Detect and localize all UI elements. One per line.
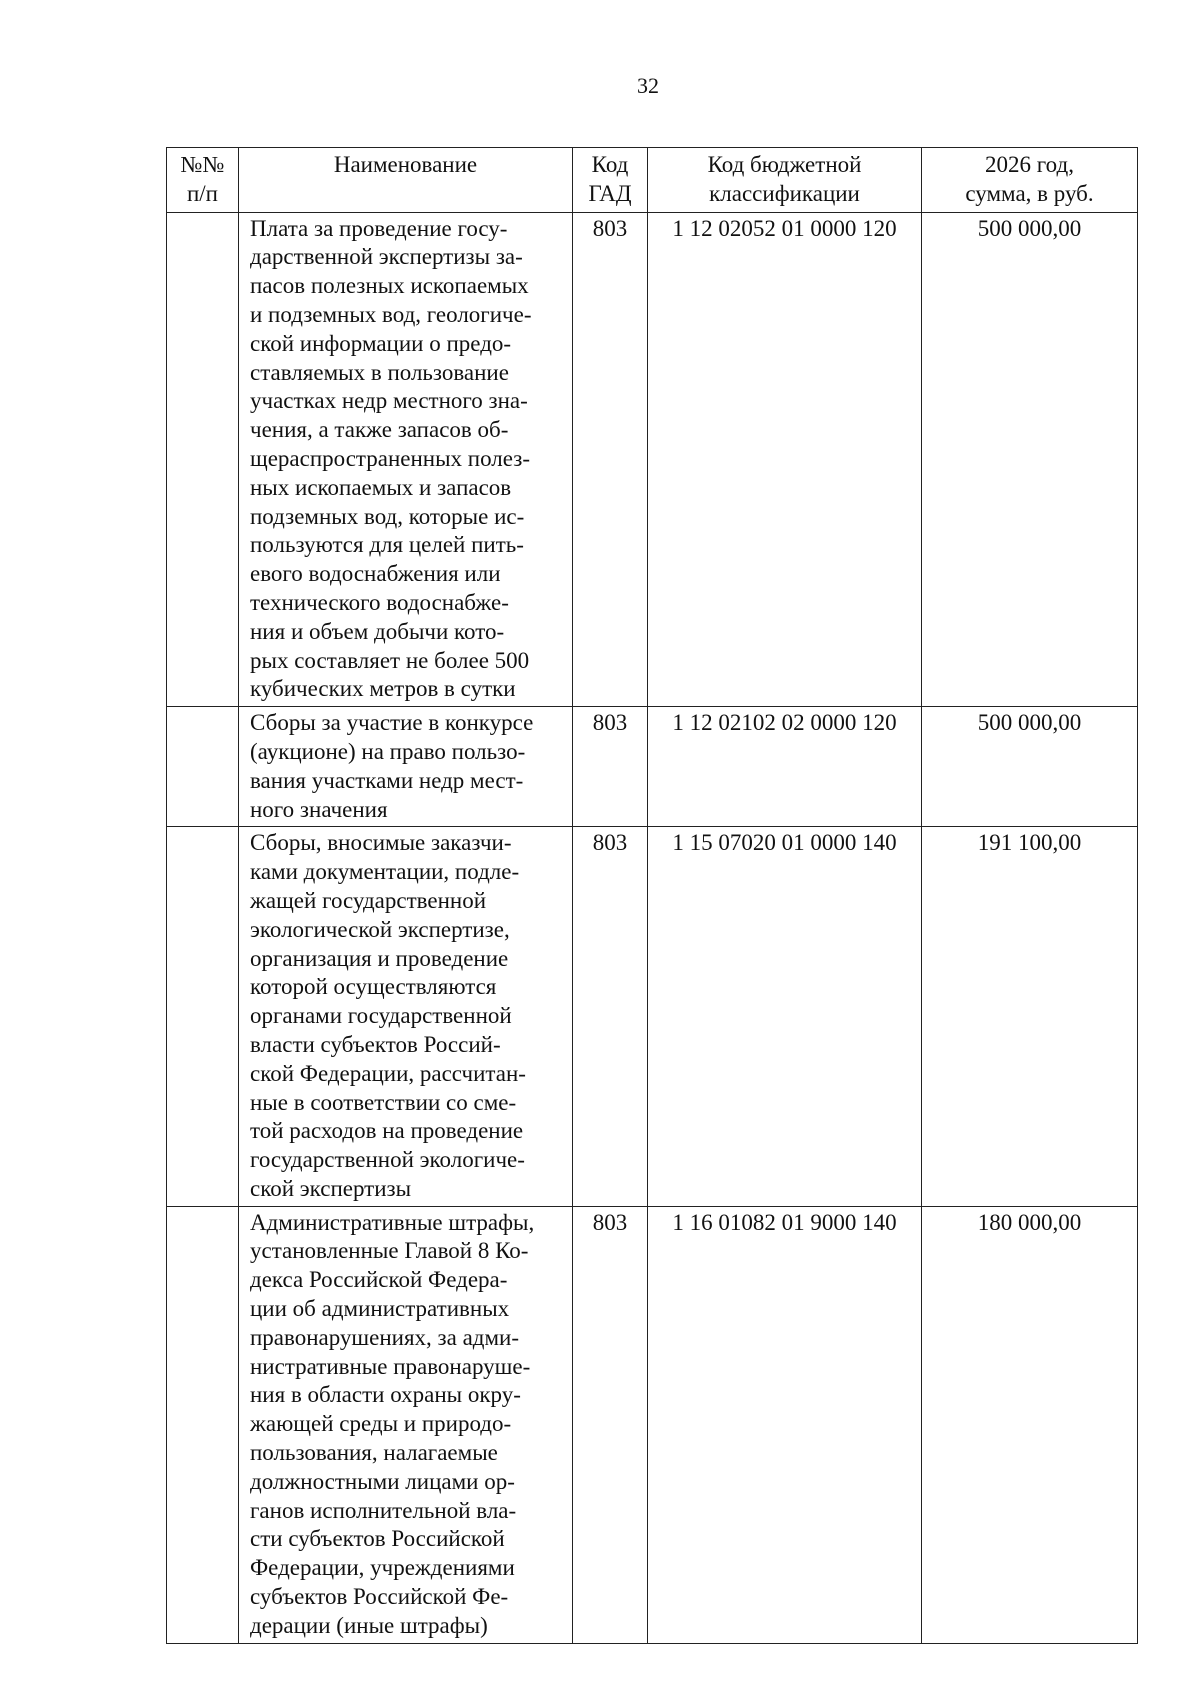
header-gad-line-1: Код <box>591 152 629 177</box>
row-kbk-cell: 1 15 07020 01 0000 140 <box>648 827 922 1206</box>
row-number-cell <box>167 827 239 1206</box>
header-kbk-line-1: Код бюджетной <box>707 152 862 177</box>
row-name-cell: Плата за проведение госу- дарственной экспертизы за- пасов полезных ископаемых и подземных вод, геологиче- ской информации о предо- ставляемых в пользование участках недр местного зна- чения, а также запасов об- щераспространенных полез- ных ископаемых и запасов подземных вод, которые ис- пользуются для целей пить- евого водоснабжения или технического водоснабже- ния и объем добычи кото- рых составляет не более 500 кубических метров в сутки <box>239 212 573 707</box>
row-sum-cell: 500 000,00 <box>922 707 1138 827</box>
row-gad-cell: 803 <box>573 212 648 707</box>
row-gad-cell: 803 <box>573 707 648 827</box>
row-gad-cell: 803 <box>573 1206 648 1643</box>
row-kbk-cell: 1 12 02052 01 0000 120 <box>648 212 922 707</box>
table-row <box>167 1206 1138 1643</box>
header-sum-line-2: сумма, в руб. <box>965 180 1094 206</box>
page-number: 32 <box>637 73 659 98</box>
row-number-cell <box>167 707 239 827</box>
budget-revenue-table <box>166 147 1138 1644</box>
header-number <box>167 148 239 213</box>
row-number-cell <box>167 1206 239 1643</box>
header-sum-line-1: 2026 год, <box>985 152 1074 177</box>
table-row <box>167 827 1138 1206</box>
header-kbk-line-2: классификации <box>709 180 860 206</box>
header-name <box>239 148 573 213</box>
row-sum-cell: 191 100,00 <box>922 827 1138 1206</box>
row-kbk-cell: 1 16 01082 01 9000 140 <box>648 1206 922 1643</box>
header-number-line-2: п/п <box>186 180 218 206</box>
row-name-cell: Административные штрафы, установленные Главой 8 Ко- декса Российской Федера- ции об административных правонарушениях, за адми- нистративные правонаруше- ния в области охраны окру- жающей среды и природо- пользования, налагаемые должностными лицами ор- ганов исполнительной вла- сти субъектов Российской Федерации, учреждениями субъектов Российской Фе- дерации (иные штрафы) <box>239 1206 573 1643</box>
row-name-cell: Сборы, вносимые заказчи- ками документации, подле- жащей государственной экологической экспертизе, организация и проведение которой осуществляются органами государственной власти субъектов Россий- ской Федерации, рассчитан- ные в соответствии со сме- той расходов на проведение государственной экологиче- ской экспертизы <box>239 827 573 1206</box>
header-number-line-1: №№ <box>180 152 225 177</box>
row-sum-cell: 180 000,00 <box>922 1206 1138 1643</box>
table-row <box>167 212 1138 707</box>
header-gad <box>573 148 648 213</box>
row-name-cell: Сборы за участие в конкурсе (аукционе) на право пользо- вания участками недр мест- ного значения <box>239 707 573 827</box>
row-sum-cell: 500 000,00 <box>922 212 1138 707</box>
row-kbk-cell: 1 12 02102 02 0000 120 <box>648 707 922 827</box>
header-gad-line-2: ГАД <box>588 180 632 206</box>
table-header-row <box>167 148 1138 213</box>
row-number-cell <box>167 212 239 707</box>
header-name-line-1: Наименование <box>333 152 478 177</box>
table-row <box>167 707 1138 827</box>
header-kbk <box>648 148 922 213</box>
header-sum <box>922 148 1138 213</box>
row-gad-cell: 803 <box>573 827 648 1206</box>
